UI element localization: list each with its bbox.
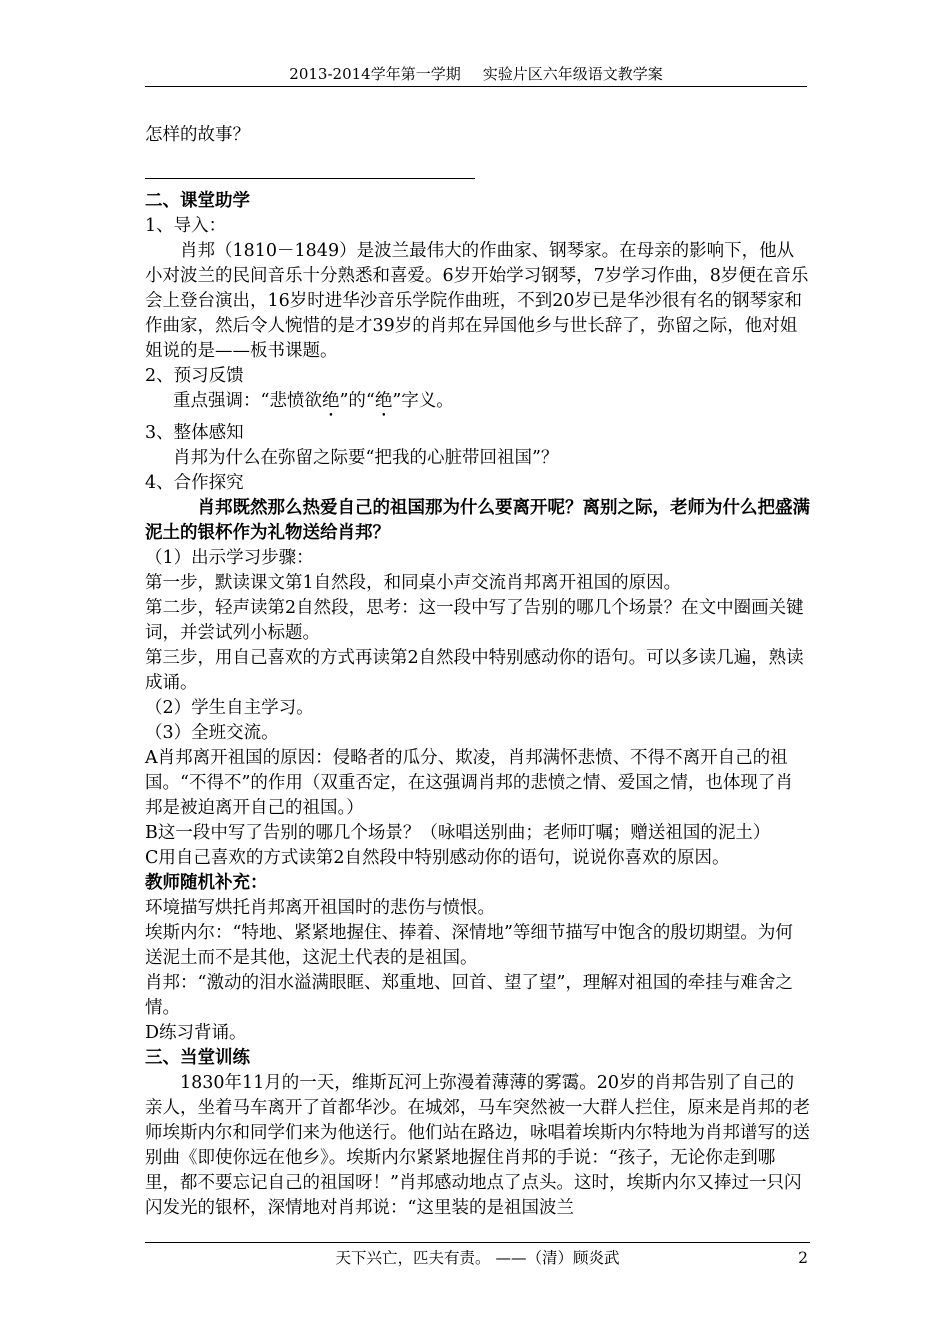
section-3-title: 三、当堂训练 — [145, 1048, 250, 1068]
answer-c: C用自己喜欢的方式读第2自然段中特别感动你的语句，说说你喜欢的原因。 — [145, 848, 730, 868]
teacher-note-2: 埃斯内尔：“特地、紧紧地握住、捧着、深情地”等细节描写中饱含的殷切期望。为何送泥土而不是其他，这泥土代表的是祖国。 — [145, 923, 793, 968]
step-2-title: 2、预习反馈 — [145, 366, 244, 386]
answer-a: A肖邦离开祖国的原因：侵略者的瓜分、欺凌，肖邦满怀悲愤、不得不离开自己的祖国。“不得不”的作用（双重否定，在这强调肖邦的悲愤之情、爱国之情，也体现了肖邦是被迫离开自己的祖国。） — [145, 748, 793, 818]
sub-step-1: （1）出示学习步骤： — [145, 548, 314, 568]
step-3-question: 肖邦为什么在弥留之际要“把我的心脏带回祖国”？ — [173, 448, 559, 468]
step-4-question: 肖邦既然那么热爱自己的祖国那为什么要离开呢？离别之际，老师为什么把盛满泥土的银杯作为礼物送给肖邦？ — [145, 498, 810, 543]
learning-step-b: 第二步，轻声读第2自然段，思考：这一段中写了告别的哪几个场景？在文中圈画关键词，并尝试列小标题。 — [145, 598, 804, 643]
learning-step-a: 第一步，默读课文第1自然段，和同桌小声交流肖邦离开祖国的原因。 — [145, 573, 682, 593]
document-body — [145, 123, 810, 1221]
page-header — [145, 64, 807, 87]
emphasis-text-e: ”字义。 — [392, 391, 454, 411]
answer-blank-line — [145, 148, 475, 179]
emphasis-text-a: 重点强调：“悲愤欲 — [173, 391, 322, 411]
answer-b: B这一段中写了告别的哪几个场景？（咏唱送别曲；老师叮嘱；赠送祖国的泥土） — [145, 823, 771, 843]
answer-d: D练习背诵。 — [145, 1023, 247, 1043]
page-footer — [145, 1242, 810, 1273]
intro-paragraph: 肖邦（1810－1849）是波兰最伟大的作曲家、钢琴家。在母亲的影响下，他从小对波兰的民间音乐十分熟悉和喜爱。6岁开始学习钢琴，7岁学习作曲，8岁便在音乐会上登台演出，16岁时进华沙音乐学院作曲班，不到20岁已是华沙很有名的钢琴家和作曲家，然后令人惋惜的是才39岁的肖邦在异国他乡与世长辞了，弥留之际，他对姐姐说的是——板书课题。 — [145, 241, 809, 361]
emphasis-dotted-char-1: 绝 — [321, 391, 340, 411]
step-3-title: 3、整体感知 — [145, 423, 244, 443]
training-passage: 1830年11月的一天，维斯瓦河上弥漫着薄薄的雾霭。20岁的肖邦告别了自己的亲人，坐着马车离开了首都华沙。在城郊，马车突然被一大群人拦住，原来是肖邦的老师埃斯内尔和同学们来为他送行。他们站在路边，咏唱着埃斯内尔特地为肖邦谱写的送别曲《即使你远在他乡》。埃斯内尔紧紧地握住肖邦的手说：“孩子，无论你走到哪里，都不要忘记自己的祖国呀！”肖邦感动地点了点头。这时，埃斯内尔又捧过一只闪闪发光的银杯，深情地对肖邦说：“这里装的是祖国波兰 — [145, 1073, 810, 1218]
emphasis-text-c: ”的“ — [339, 391, 375, 411]
header-title: 实验片区六年级语文教学案 — [482, 65, 663, 83]
step-1-title: 1、导入： — [145, 216, 227, 236]
emphasis-line — [145, 389, 810, 421]
sub-step-3: （3）全班交流。 — [145, 723, 279, 743]
emphasis-dotted-char-2: 绝 — [374, 391, 393, 411]
continuation-line: 怎样的故事？ — [145, 125, 250, 145]
page-number: 2 — [798, 1249, 808, 1267]
step-4-title: 4、合作探究 — [145, 473, 244, 493]
sub-step-2: （2）学生自主学习。 — [145, 698, 314, 718]
teacher-note-3: 肖邦：“激动的泪水溢满眼眶、郑重地、回首、望了望”，理解对祖国的牵挂与难舍之情。 — [145, 973, 793, 1018]
learning-step-c: 第三步，用自己喜欢的方式再读第2自然段中特别感动你的语句。可以多读几遍，熟读成诵。 — [145, 648, 804, 693]
section-2-title: 二、课堂助学 — [145, 191, 250, 211]
header-term: 2013-2014学年第一学期 — [289, 65, 461, 83]
teacher-supplement-title: 教师随机补充： — [145, 873, 268, 893]
footer-quote: 天下兴亡，匹夫有责。 ——（清）顾炎武 — [335, 1249, 620, 1267]
teacher-note-1: 环境描写烘托肖邦离开祖国时的悲伤与愤恨。 — [145, 898, 495, 918]
